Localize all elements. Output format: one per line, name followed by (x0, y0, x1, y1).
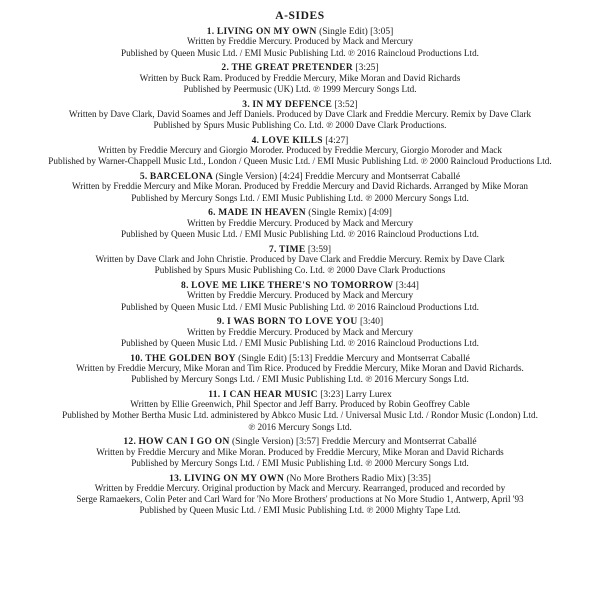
credit-line: Published by Mercury Songs Ltd. / EMI Music Publishing Ltd. ℗ 2016 Mercury Songs Ltd. (131, 375, 469, 386)
credit-line: Written by Ellie Greenwich, Phil Spector and Jeff Barry. Produced by Robin Geoffrey Cable (130, 400, 470, 411)
track-title-line (4, 171, 596, 182)
track-entry (0, 62, 600, 96)
track-number: 10. (130, 352, 143, 364)
track-detail: [3:23] Larry Lurex (320, 388, 392, 400)
track-title-line (4, 473, 596, 484)
credit-line: Written by Dave Clark, David Soames and Jeff Daniels. Produced by Dave Clark and Freddie Mercury. Remix by Dave Clark (68, 109, 532, 120)
track-title-line (4, 244, 596, 255)
track-detail: (Single Edit) [5:13] Freddie Mercury and Montserrat Caballé (238, 352, 470, 364)
track-title-line (4, 316, 596, 327)
track-entry (0, 171, 600, 205)
track-detail: (Single Edit) [3:05] (319, 26, 394, 37)
credit-line: Published by Mother Bertha Music Ltd. administered by Abkco Music Ltd. / Universal Music Ltd. / Rondor Music (London) Ltd. (62, 411, 538, 422)
credit-line: ℗ 2016 Mercury Songs Ltd. (248, 422, 352, 433)
track-entry (0, 26, 600, 60)
credit-line: Published by Spurs Music Publishing Co. Ltd. ℗ 2000 Dave Clark Productions (154, 266, 446, 277)
credit-line: Published by Queen Music Ltd. / EMI Music Publishing Ltd. ℗ 2016 Raincloud Productions Ltd. (121, 229, 479, 240)
track-title-line (4, 280, 596, 291)
track-entry (0, 436, 600, 470)
track-detail: [3:44] (395, 280, 419, 292)
track-title: I CAN HEAR MUSIC (222, 388, 318, 400)
track-number: 13. (169, 472, 182, 484)
track-number: 4. (251, 134, 260, 146)
track-detail: [3:59] (307, 243, 332, 255)
track-number: 12. (123, 436, 137, 448)
track-title: TIME (279, 243, 306, 255)
track-number: 8. (181, 280, 189, 292)
track-entry (0, 473, 600, 518)
track-number: 6. (208, 207, 216, 219)
track-title-line (4, 353, 596, 364)
track-title: LIVING ON MY OWN (184, 472, 285, 484)
track-entry (0, 389, 600, 434)
credit-line: Published by Mercury Songs Ltd. / EMI Music Publishing Ltd. ℗ 2000 Mercury Songs Ltd. (131, 193, 469, 204)
track-entry (0, 207, 600, 241)
track-detail: (No More Brothers Radio Mix) [3:35] (286, 472, 431, 484)
credit-line: Written by Freddie Mercury. Produced by Mack and Mercury (186, 37, 414, 48)
track-number: 9. (216, 316, 225, 328)
section-heading: A-SIDES (275, 10, 325, 22)
track-entry (0, 244, 600, 278)
track-title-line (4, 436, 596, 447)
track-number: 7. (268, 243, 277, 255)
track-title-line (4, 62, 596, 73)
credit-line: Written by Freddie Mercury and Mike Moran. Produced by Freddie Mercury, Mike Moran and David Richards (96, 447, 504, 458)
track-title: THE GREAT PRETENDER (231, 62, 354, 74)
track-detail: [3:52] (334, 98, 358, 110)
track-detail: (Single Remix) [4:09] (308, 207, 392, 219)
credit-line: Published by Queen Music Ltd. / EMI Music Publishing Ltd. ℗ 2000 Mighty Tape Ltd. (139, 506, 461, 517)
credit-line: Published by Queen Music Ltd. / EMI Music Publishing Ltd. ℗ 2016 Raincloud Productions Ltd. (121, 338, 479, 349)
track-title: I WAS BORN TO LOVE YOU (226, 316, 358, 328)
track-title: MADE IN HEAVEN (218, 207, 306, 219)
track-title: HOW CAN I GO ON (138, 436, 230, 448)
track-entry (0, 135, 600, 169)
credit-line: Written by Freddie Mercury and Mike Moran. Produced by Freddie Mercury and David Richards. Arranged by Mike Moran (71, 182, 529, 193)
track-number: 5. (139, 171, 148, 183)
credit-line: Written by Freddie Mercury. Produced by Mack and Mercury (186, 327, 414, 338)
track-number: 3. (242, 98, 251, 110)
track-title: THE GOLDEN BOY (145, 352, 236, 364)
track-entry (0, 316, 600, 350)
track-entry (0, 280, 600, 314)
credit-line: Written by Freddie Mercury. Produced by Mack and Mercury (186, 218, 414, 229)
track-detail: [3:25] (355, 62, 379, 74)
track-number: 2. (221, 62, 230, 74)
track-entry (0, 353, 600, 387)
track-entry (0, 99, 600, 133)
track-title: IN MY DEFENCE (252, 98, 333, 110)
track-title-line (4, 26, 596, 37)
track-number: 11. (208, 388, 221, 400)
track-number: 1. (206, 26, 215, 37)
track-title-line (4, 389, 596, 400)
credit-line: Published by Mercury Songs Ltd. / EMI Music Publishing Ltd. ℗ 2000 Mercury Songs Ltd. (131, 458, 469, 469)
credit-line: Written by Freddie Mercury. Original production by Mack and Mercury. Rearranged, produced and recorded by (94, 484, 506, 495)
track-list (0, 26, 600, 518)
credit-line: Published by Queen Music Ltd. / EMI Music Publishing Ltd. ℗ 2016 Raincloud Productions Ltd. (121, 48, 479, 59)
credit-line: Written by Freddie Mercury. Produced by Mack and Mercury (186, 291, 414, 302)
credit-line: Written by Freddie Mercury and Giorgio Moroder. Produced by Freddie Mercury, Giorgio Moroder and Mack (98, 146, 502, 157)
credit-line: Written by Buck Ram. Produced by Freddie Mercury, Mike Moran and David Richards (139, 73, 461, 84)
track-title: LIVING ON MY OWN (216, 26, 317, 37)
credit-line: Published by Spurs Music Publishing Co. Ltd. ℗ 2000 Dave Clark Productions. (153, 121, 447, 132)
track-title: LOVE KILLS (261, 134, 323, 146)
credit-line: Serge Ramaekers, Colin Peter and Carl Ward for 'No More Brothers' productions at No More Studio 1, Antwerp, April '93 (76, 495, 524, 506)
track-title: LOVE ME LIKE THERE'S NO TOMORROW (191, 280, 394, 292)
track-title-line (4, 207, 596, 218)
track-detail: [4:27] (325, 134, 349, 146)
credit-line: Written by Dave Clark and John Christie. Produced by Dave Clark and Freddie Mercury. Remix by Dave Clark (95, 255, 505, 266)
track-title-line (4, 135, 596, 146)
track-detail: [3:40] (359, 316, 384, 328)
track-detail: (Single Version) [3:57] Freddie Mercury and Montserrat Caballé (231, 436, 477, 448)
credit-line: Published by Warner-Chappell Music Ltd., London / Queen Music Ltd. / EMI Music Publishing Ltd. ℗ 2000 Raincloud Productions Ltd. (48, 157, 552, 168)
credit-line: Written by Freddie Mercury, Mike Moran and Tim Rice. Produced by Freddie Mercury, Mike Moran and David Richards. (76, 363, 524, 374)
track-detail: (Single Version) [4:24] Freddie Mercury and Montserrat Caballé (215, 171, 461, 183)
track-title-line (4, 99, 596, 110)
track-title: BARCELONA (149, 171, 214, 183)
credit-line: Published by Peermusic (UK) Ltd. ℗ 1999 Mercury Songs Ltd. (183, 84, 417, 95)
credit-line: Published by Queen Music Ltd. / EMI Music Publishing Ltd. ℗ 2016 Raincloud Productions Ltd. (121, 302, 479, 313)
